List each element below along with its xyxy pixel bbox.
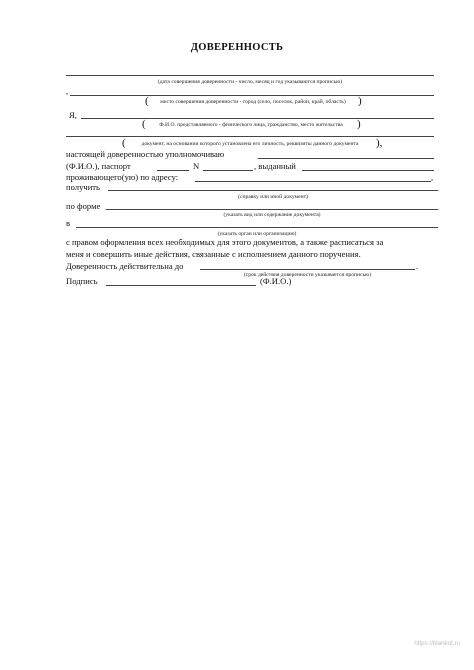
signature-line [106, 285, 256, 286]
signature-label: Подпись [66, 276, 98, 286]
validity-label: Доверенность действительна до [66, 261, 184, 271]
place-lead-comma: , [66, 86, 69, 96]
validity-line [200, 269, 415, 270]
attorney-name-line [258, 158, 434, 159]
residing-label: проживающего(ую) по адресу: [66, 172, 179, 182]
hint-principal: Ф.И.О. представляемого - физического лица, гражданство, место жительства [159, 122, 343, 128]
in-label: в [66, 218, 71, 228]
hint-organ: (указать орган или организацию) [217, 231, 297, 237]
hint-id-open-paren: ( [122, 137, 126, 149]
passport-series-line [157, 170, 189, 171]
passport-number-line [203, 170, 253, 171]
watermark-link[interactable]: https://blankof.ru [414, 640, 460, 647]
rights-line-1: с правом оформления всех необходимых для этого документов, а также расписаться за [66, 237, 384, 247]
hint-place-close-paren: ) [358, 95, 362, 107]
hint-place: место совершения доверенности - город (село, поселок, район, край, область) [160, 99, 346, 105]
hint-principal-open-paren: ( [142, 118, 146, 130]
validity-period: . [416, 261, 419, 271]
obtain-line [108, 190, 438, 191]
address-comma: , [431, 172, 434, 182]
place-line [70, 95, 434, 96]
rights-line-2: меня и совершить иные действия, связанные с исполнением данного поручения. [66, 249, 361, 259]
organ-line [76, 227, 438, 228]
ya-label: Я, [69, 110, 77, 120]
form-label: по форме [66, 201, 101, 211]
n-label: N [193, 161, 200, 171]
fio-label: (Ф.И.О.), паспорт [66, 161, 131, 171]
signature-suffix: (Ф.И.О.) [260, 276, 292, 286]
issued-by-line [302, 170, 434, 171]
hint-principal-close-paren: ) [357, 118, 361, 130]
date-line [66, 75, 434, 76]
address-line [195, 181, 431, 182]
hint-validity: (срок действия доверенности указывается прописью) [243, 272, 372, 278]
hint-type: (указать вид или содержание документа) [223, 212, 321, 218]
principal-line [81, 118, 434, 119]
hint-id-document: документ, на основании которого установлена его личность, реквизиты данного документа [141, 141, 359, 147]
empower-text: настоящей доверенностью уполномочиваю [66, 149, 225, 159]
hint-certificate: (справку или иной документ) [238, 194, 308, 200]
hint-date: (дата совершения доверенности - число, месяц и год указываются прописью) [157, 79, 343, 85]
form-line [106, 209, 438, 210]
hint-id-close-paren: ), [376, 137, 383, 149]
hint-place-open-paren: ( [145, 95, 149, 107]
issued-label: , выданный [254, 161, 296, 171]
obtain-label: получить [66, 182, 100, 192]
document-title: ДОВЕРЕННОСТЬ [190, 42, 284, 53]
